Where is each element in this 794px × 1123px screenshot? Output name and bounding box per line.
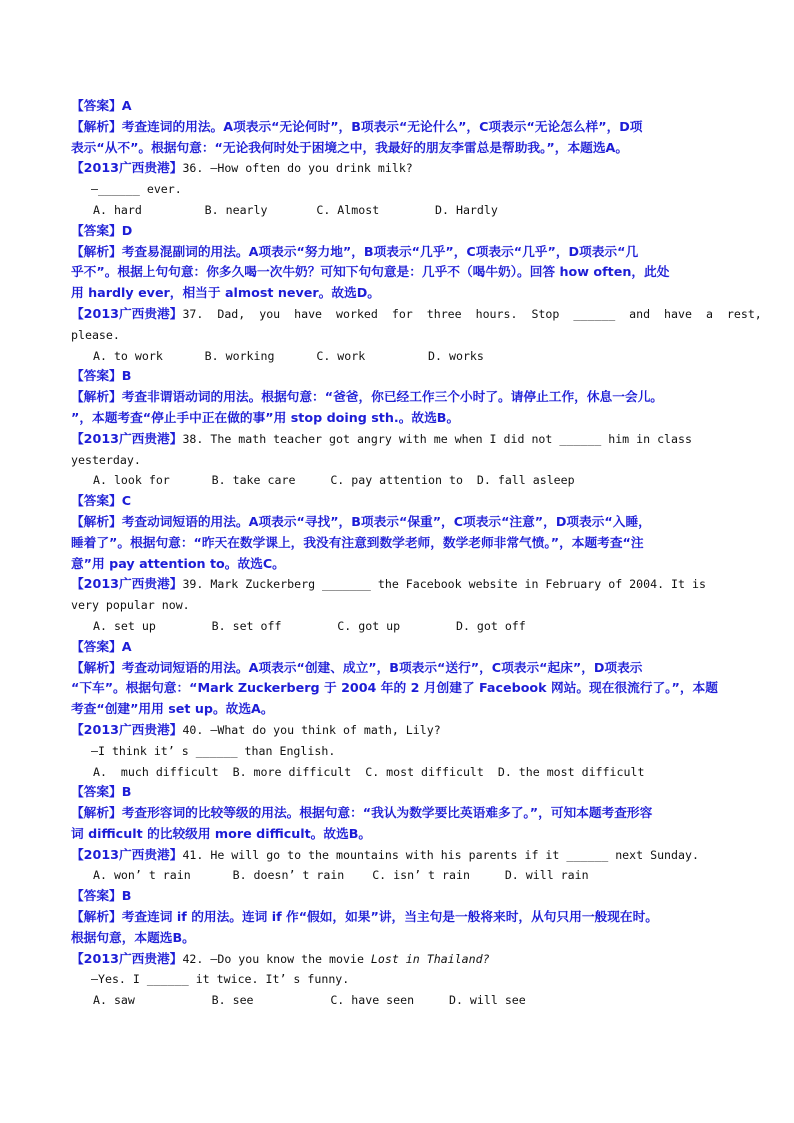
options-line: A. to work B. working C. work D. works bbox=[93, 348, 484, 363]
analysis-line: 用 hardly ever，相当于 almost never。故选D。 bbox=[71, 285, 380, 301]
options-line: A. won’ t rain B. doesn’ t rain C. isn’ t rain D. will rain bbox=[93, 868, 589, 883]
question-source-tag: 【2013广西贵港】 bbox=[71, 305, 183, 321]
question-text: 37. Dad, you have worked for three hours. Stop ______ and have a rest, bbox=[182, 306, 762, 321]
answer-line: 【答案】A bbox=[71, 98, 132, 113]
question-line: —I think it’ s ______ than English. bbox=[91, 743, 336, 758]
question-line: —Yes. I ______ it twice. It’ s funny. bbox=[91, 972, 350, 987]
analysis-line: 【解析】考查连词的用法。A项表示“无论何时”，B项表示“无论什么”，C项表示“无论怎么样”，D项 bbox=[71, 118, 643, 134]
question-line bbox=[71, 158, 726, 179]
analysis-line: 表示“从不”。根据句意：“无论我何时处于困境之中，我最好的朋友李雷总是帮助我。”，本题选A。 bbox=[71, 139, 629, 155]
question-source-tag: 【2013广西贵港】 bbox=[71, 721, 183, 737]
question-text: 39. Mark Zuckerberg _______ the Facebook website in February of 2004. It is bbox=[182, 577, 706, 592]
question-source-tag: 【2013广西贵港】 bbox=[71, 430, 183, 446]
question-source-tag: 【2013广西贵港】 bbox=[71, 576, 183, 592]
analysis-line: 【解析】考查动词短语的用法。A项表示“创建、成立”，B项表示“送行”，C项表示“起床”，D项表示 bbox=[71, 659, 643, 675]
analysis-line: ”，本题考查“停止手中正在做的事”用 stop doing sth.。故选B。 bbox=[71, 409, 460, 425]
document-page bbox=[71, 96, 762, 1011]
question-line: please. bbox=[71, 327, 120, 342]
options-line: A. set up B. set off C. got up D. got off bbox=[93, 618, 526, 633]
question-line: yesterday. bbox=[71, 452, 141, 467]
answer-line: 【答案】B bbox=[71, 888, 132, 904]
answer-line: 【答案】B bbox=[71, 368, 132, 384]
question-line bbox=[71, 845, 726, 866]
analysis-line: 词 difficult 的比较级用 more difficult。故选B。 bbox=[71, 825, 372, 841]
question-line bbox=[71, 574, 726, 595]
analysis-line: 【解析】考查易混副词的用法。A项表示“努力地”，B项表示“几乎”，C项表示“几乎”，D项表示“几 bbox=[71, 243, 639, 259]
question-line bbox=[71, 304, 762, 325]
analysis-line: “下车”。根据句意：“Mark Zuckerberg 于 2004 年的 2 月创建了 Facebook 网站。现在很流行了。”，本题 bbox=[71, 680, 718, 696]
question-line bbox=[71, 720, 726, 741]
analysis-line: 【解析】考查非谓语动词的用法。根据句意：“爸爸，你已经工作三个小时了。请停止工作，休息一会儿。 bbox=[71, 389, 663, 405]
answer-line: 【答案】D bbox=[71, 222, 133, 238]
options-line: A. hard B. nearly C. Almost D. Hardly bbox=[93, 202, 498, 217]
question-source-tag: 【2013广西贵港】 bbox=[71, 950, 183, 966]
answer-line: 【答案】B bbox=[71, 784, 132, 800]
question-text: 36. —How often do you drink milk? bbox=[182, 161, 413, 176]
question-text: 42. —Do you know the movie bbox=[182, 951, 371, 966]
options-line: A. look for B. take care C. pay attention to D. fall asleep bbox=[93, 473, 575, 488]
question-line bbox=[71, 429, 726, 450]
answer-line: 【答案】C bbox=[71, 493, 132, 509]
question-text: 38. The math teacher got angry with me when I did not ______ him in class bbox=[182, 431, 692, 446]
analysis-line: 【解析】考查形容词的比较等级的用法。根据句意：“我认为数学要比英语难多了。”，可知本题考查形容 bbox=[71, 805, 653, 821]
question-line bbox=[71, 949, 726, 970]
analysis-line: 【解析】考查动词短语的用法。A项表示“寻找”，B项表示“保重”，C项表示“注意”，D项表示“入睡， bbox=[71, 513, 651, 529]
answer-line: 【答案】A bbox=[71, 638, 132, 654]
analysis-line: 睡着了”。根据句意：“昨天在数学课上，我没有注意到数学老师，数学老师非常气愤。”，本题考查“注 bbox=[71, 534, 644, 550]
options-line: A. much difficult B. more difficult C. most difficult D. the most difficult bbox=[93, 764, 645, 779]
question-source-tag: 【2013广西贵港】 bbox=[71, 160, 183, 176]
question-text: 41. He will go to the mountains with his parents if it ______ next Sunday. bbox=[182, 847, 699, 862]
question-source-tag: 【2013广西贵港】 bbox=[71, 846, 183, 862]
analysis-line: 考查“创建”用用 set up。故选A。 bbox=[71, 701, 274, 717]
movie-title: Lost in Thailand? bbox=[370, 951, 490, 966]
options-line: A. saw B. see C. have seen D. will see bbox=[93, 993, 526, 1008]
analysis-line: 【解析】考查连词 if 的用法。连词 if 作“假如，如果”讲，当主句是一般将来时，从句只用一般现在时。 bbox=[71, 909, 658, 925]
analysis-line: 意”用 pay attention to。故选C。 bbox=[71, 555, 285, 571]
analysis-line: 根据句意，本题选B。 bbox=[71, 929, 195, 945]
question-line: very popular now. bbox=[71, 598, 190, 613]
question-text: 40. —What do you think of math, Lily? bbox=[182, 722, 441, 737]
analysis-line: 乎不”。根据上句句意：你多久喝一次牛奶？可知下句句意是：几乎不（喝牛奶）。回答 how often，此处 bbox=[71, 264, 670, 280]
question-line: —______ ever. bbox=[91, 182, 182, 197]
